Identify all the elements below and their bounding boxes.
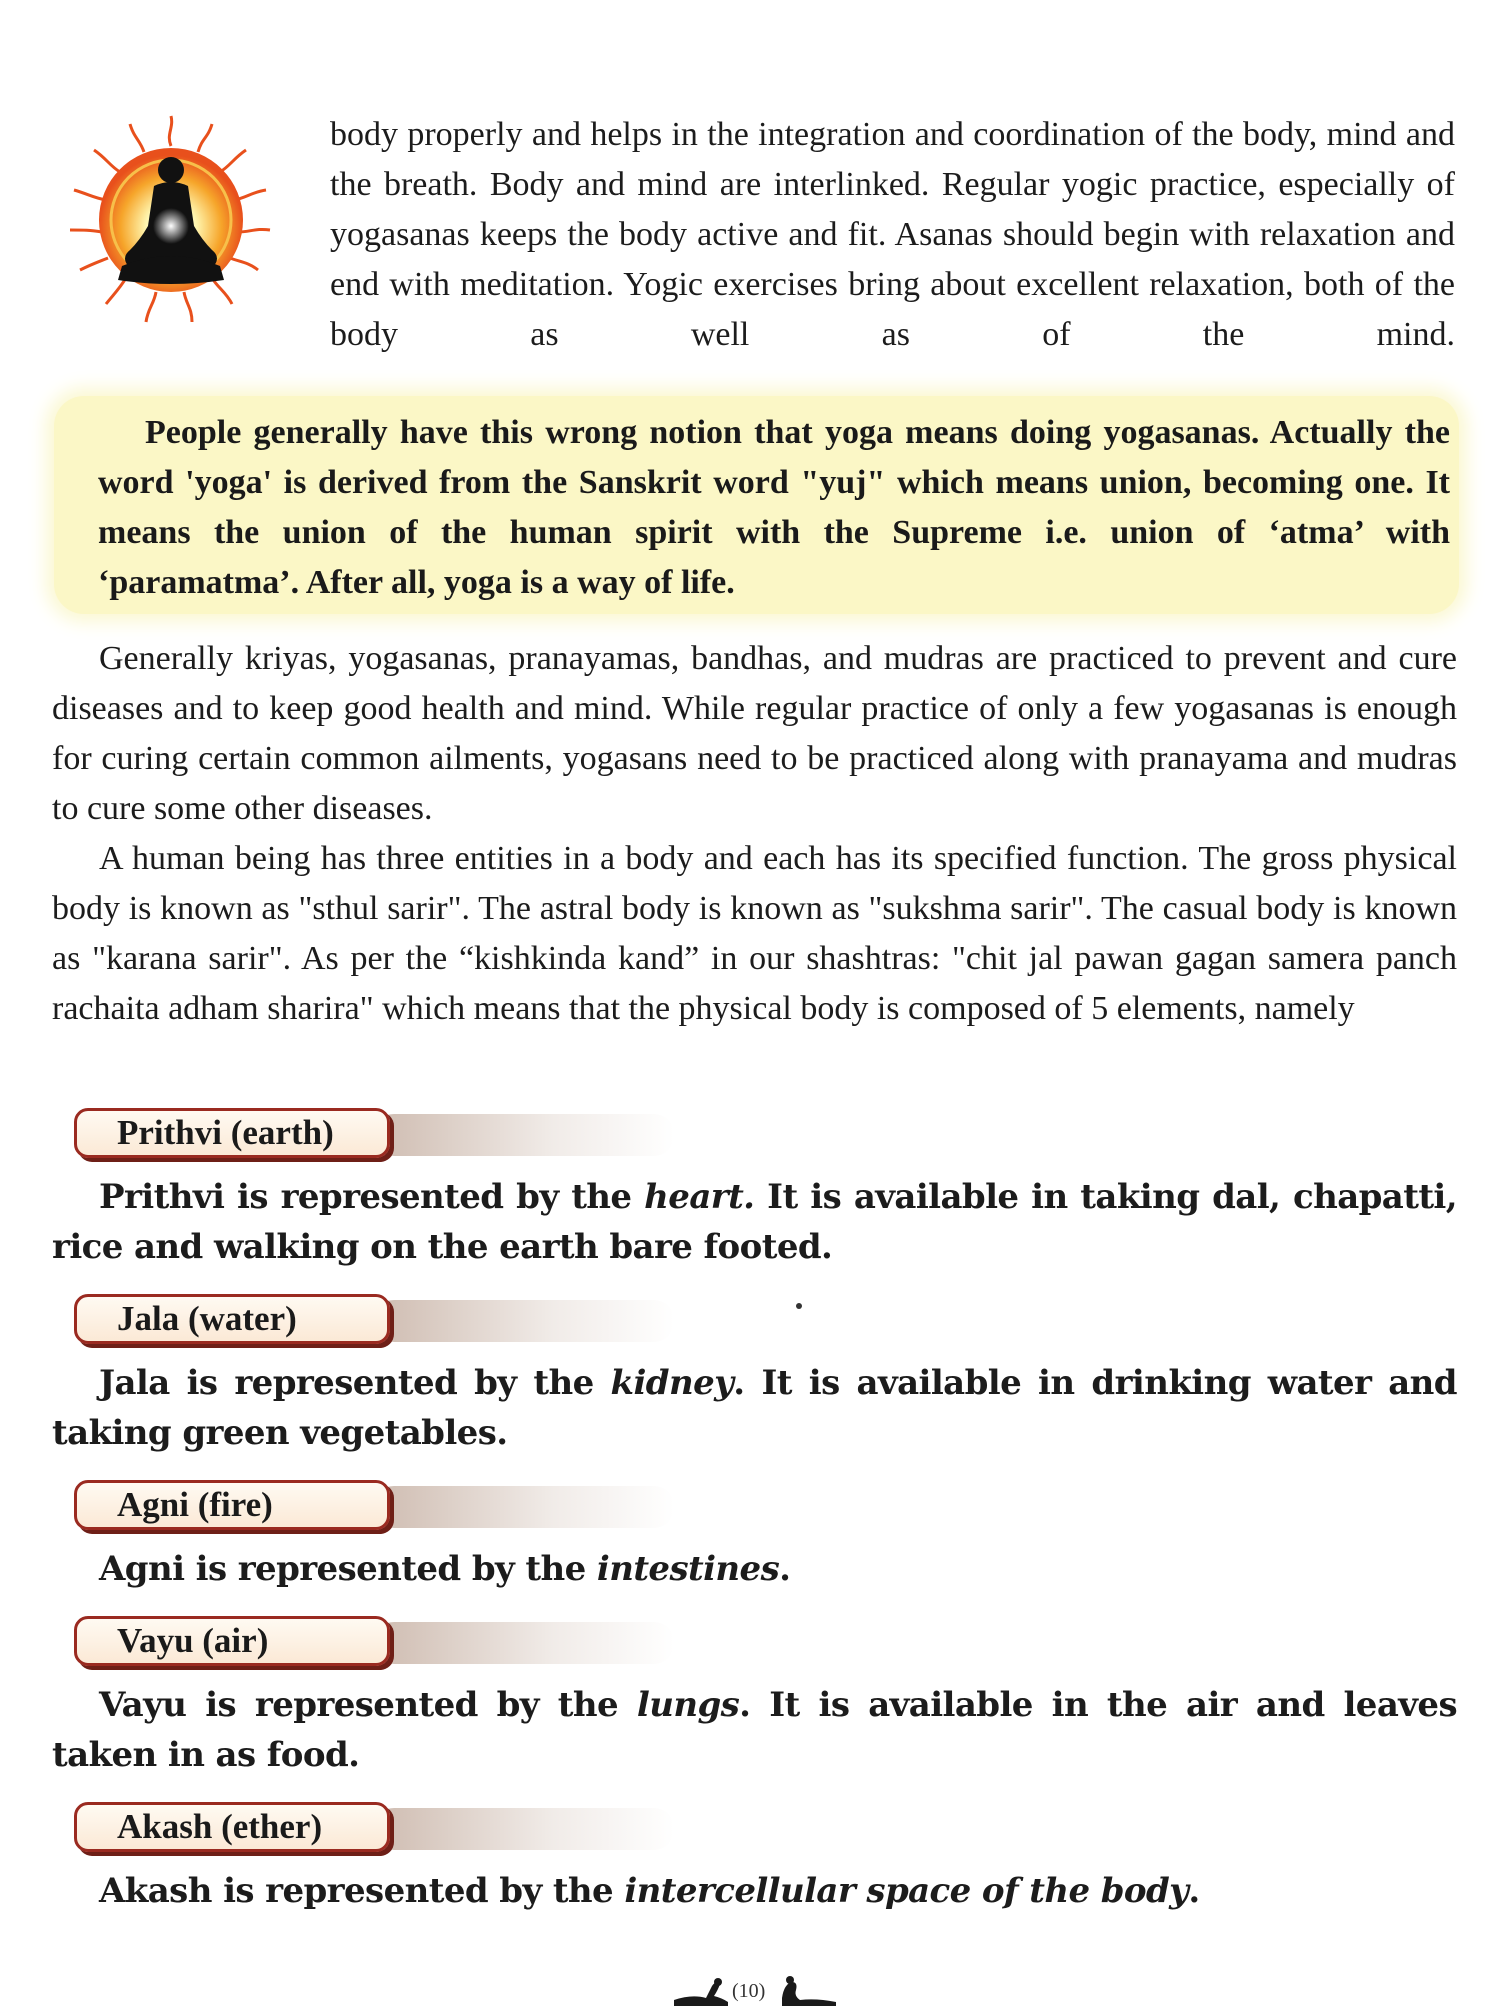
organ-name: heart. xyxy=(644,1177,755,1217)
element-description-prithvi xyxy=(52,1172,1457,1272)
callout-text: People generally have this wrong notion that yoga means doing yogasanas. Actually the word 'yoga' is derived from the Sanskrit word "yuj" which means union, becoming one. It means the union of the human spirit with the Supreme i.e. union of ‘atma’ with ‘paramatma’. After all, yoga is a way of life. xyxy=(98,414,1450,601)
page-number: (10) xyxy=(732,1980,766,2002)
yoga-definition-callout xyxy=(54,396,1459,614)
page-footer xyxy=(672,1976,842,2016)
body-paragraphs xyxy=(52,634,1457,1034)
element-label: Vayu (air) xyxy=(74,1616,390,1666)
intro-text: body properly and helps in the integration and coordination of the body, mind and the breath. Body and mind are interlinked. Regular yogic practice, especially of yogasanas keeps the body active and fit. Asanas should begin with relaxation and end with meditation. Yogic exercises bring about excellent relaxation, both of the body as well as of the mind. xyxy=(330,116,1455,353)
tag-shadow-streak xyxy=(374,1808,674,1850)
element-tag-agni xyxy=(74,1480,674,1536)
yoga-figure-ornament-left-icon xyxy=(672,1976,732,2008)
element-description-jala xyxy=(52,1358,1457,1458)
desc-post: . It is available in the air and leaves taken in as food. xyxy=(52,1685,1457,1775)
desc-pre: Jala is represented by the xyxy=(99,1363,611,1403)
paragraph-three-bodies: A human being has three entities in a body and each has its specified function. The gross physical body is known as "sthul sarir". The astral body is known as "sukshma sarir". The casual body is known as "karana sarir". As per the “kishkinda kand” in our shashtras: "chit jal pawan gagan samera panch rachaita adham sharira" which means that the physical body is composed of 5 elements, namely xyxy=(52,840,1457,1027)
element-tag-vayu xyxy=(74,1616,674,1672)
stray-dot xyxy=(796,1303,802,1309)
element-description-vayu xyxy=(52,1680,1457,1780)
organ-name: intestines xyxy=(596,1549,780,1589)
organ-name: kidney xyxy=(610,1363,734,1403)
desc-pre: Akash is represented by the xyxy=(99,1871,625,1911)
desc-post: . It is available in drinking water and taking green vegetables. xyxy=(52,1363,1457,1453)
tag-shadow-streak xyxy=(374,1300,674,1342)
organ-name: lungs xyxy=(636,1685,740,1725)
element-description-agni xyxy=(52,1544,1457,1594)
element-tag-akash xyxy=(74,1802,674,1858)
tag-shadow-streak xyxy=(374,1486,674,1528)
desc-post: . xyxy=(779,1549,791,1589)
tag-shadow-streak xyxy=(374,1114,674,1156)
intro-paragraph xyxy=(330,110,1455,360)
paragraph-practices: Generally kriyas, yogasanas, pranayamas, bandhas, and mudras are practiced to prevent and cure diseases and to keep good health and mind. While regular practice of only a few yogasanas is enough for curing certain common ailments, yogasans need to be practiced along with pranayama and mudras to cure some other diseases. xyxy=(52,640,1457,827)
element-label: Akash (ether) xyxy=(74,1802,390,1852)
desc-pre: Agni is represented by the xyxy=(99,1549,597,1589)
element-label: Agni (fire) xyxy=(74,1480,390,1530)
organ-name: intercellular space of the body xyxy=(624,1871,1189,1911)
element-tag-prithvi xyxy=(74,1108,674,1164)
element-label: Jala (water) xyxy=(74,1294,390,1344)
meditating-figure-sun-icon xyxy=(62,108,280,334)
desc-pre: Vayu is represented by the xyxy=(99,1685,637,1725)
element-tag-jala xyxy=(74,1294,674,1350)
desc-post: . xyxy=(1188,1871,1200,1911)
desc-post: It is available in taking dal, chapatti, rice and walking on the earth bare footed. xyxy=(52,1177,1457,1267)
tag-shadow-streak xyxy=(374,1622,674,1664)
yoga-figure-ornament-right-icon xyxy=(776,1976,840,2008)
element-description-akash xyxy=(52,1866,1457,1916)
element-label: Prithvi (earth) xyxy=(74,1108,390,1158)
desc-pre: Prithvi is represented by the xyxy=(99,1177,645,1217)
